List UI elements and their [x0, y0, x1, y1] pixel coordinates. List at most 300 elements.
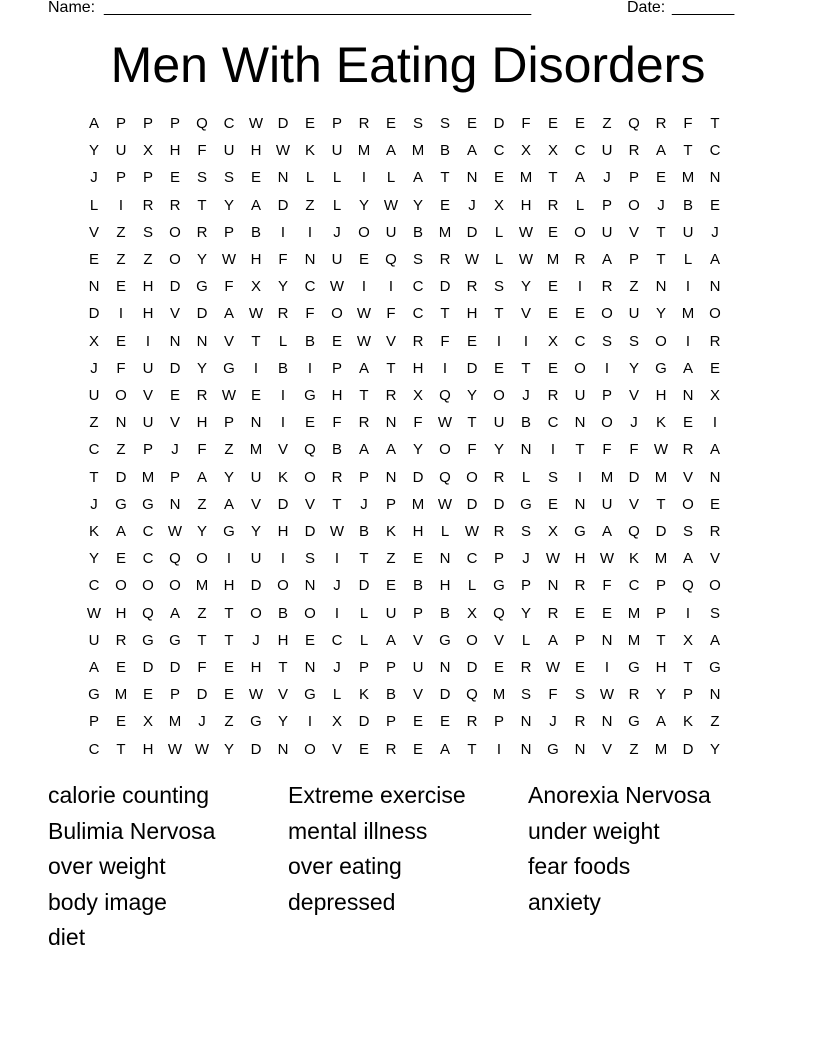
grid-letter: A [412, 169, 423, 187]
grid-letter: Z [224, 713, 234, 731]
grid-letter: U [412, 659, 424, 676]
grid-letter: D [277, 115, 289, 132]
grid-letter: A [601, 251, 612, 268]
grid-letter: G [250, 713, 262, 731]
page-title: Men With Eating Disorders [110, 37, 706, 93]
grid-letter: E [250, 387, 261, 404]
grid-letter: W [545, 550, 561, 568]
grid-letter: K [655, 414, 666, 432]
grid-letter: R [709, 523, 721, 540]
grid-letter: O [601, 305, 613, 323]
word-list-item: under weight [528, 817, 660, 844]
grid-letter: V [628, 223, 639, 241]
grid-letter: C [412, 305, 424, 323]
grid-letter: D [439, 278, 451, 296]
grid-letter: Z [629, 740, 639, 758]
grid-letter: Q [682, 577, 694, 595]
grid-letter: L [278, 332, 288, 350]
grid-letter: T [116, 740, 126, 758]
grid-letter: W [248, 305, 264, 323]
grid-letter: A [358, 359, 369, 377]
grid-letter: R [547, 604, 559, 622]
grid-letter: X [547, 523, 558, 540]
grid-letter: W [599, 686, 615, 704]
grid-letter: W [194, 740, 210, 758]
grid-letter: P [331, 115, 342, 132]
grid-letter: D [250, 740, 262, 758]
grid-letter: T [656, 495, 666, 513]
grid-letter: F [305, 305, 315, 323]
grid-letter: N [547, 577, 559, 595]
grid-letter: L [386, 169, 396, 187]
grid-letter: G [304, 686, 316, 704]
grid-letter: N [574, 414, 586, 432]
grid-letter: F [278, 251, 288, 268]
grid-letter: D [493, 115, 505, 132]
grid-letter: L [521, 468, 531, 486]
grid-letter: G [628, 713, 640, 731]
grid-letter: E [250, 169, 261, 187]
grid-letter: W [248, 686, 264, 704]
grid-letter: M [546, 251, 560, 268]
grid-letter: Y [412, 441, 423, 459]
grid-letter: C [304, 278, 316, 296]
grid-letter: P [682, 686, 693, 704]
grid-letter: C [88, 577, 100, 595]
grid-letter: J [90, 495, 98, 513]
grid-letter: S [682, 523, 693, 540]
grid-letter: W [599, 550, 615, 568]
grid-letter: W [383, 196, 399, 214]
grid-letter: P [169, 686, 180, 704]
grid-letter: N [709, 468, 721, 486]
grid-letter: U [223, 142, 235, 160]
grid-letter: B [277, 359, 288, 377]
grid-letter: F [548, 686, 558, 704]
grid-letter: N [304, 659, 316, 676]
grid-letter: N [277, 740, 289, 758]
grid-letter: H [250, 251, 262, 268]
grid-letter: H [142, 278, 154, 296]
grid-letter: E [358, 251, 369, 268]
grid-letter: H [655, 659, 667, 676]
grid-letter: E [547, 305, 558, 323]
grid-letter: A [223, 495, 234, 513]
grid-letter: S [304, 550, 315, 568]
grid-letter: M [357, 142, 371, 160]
grid-letter: J [333, 577, 341, 595]
grid-letter: M [411, 142, 425, 160]
grid-letter: R [709, 332, 721, 350]
grid-letter: W [464, 251, 480, 268]
grid-letter: D [169, 278, 181, 296]
grid-letter: S [439, 115, 450, 132]
grid-letter: O [304, 740, 316, 758]
grid-letter: W [518, 223, 534, 241]
grid-letter: G [439, 631, 451, 649]
grid-letter: Z [116, 441, 126, 459]
grid-letter: B [250, 223, 261, 241]
grid-letter: H [196, 414, 208, 432]
grid-letter: J [333, 223, 341, 241]
grid-letter: B [682, 196, 693, 214]
grid-letter: P [601, 387, 612, 404]
grid-letter: D [358, 577, 370, 595]
grid-letter: J [630, 414, 638, 432]
grid-letter: I [577, 468, 583, 486]
grid-letter: A [601, 523, 612, 540]
grid-letter: Z [143, 251, 153, 268]
grid-letter: T [683, 659, 693, 676]
grid-letter: J [90, 169, 98, 187]
grid-letter: Y [223, 740, 234, 758]
grid-letter: I [118, 305, 124, 323]
grid-letter: H [520, 196, 532, 214]
grid-letter: L [521, 631, 531, 649]
grid-letter: L [575, 196, 585, 214]
grid-letter: A [385, 142, 396, 160]
grid-letter: Y [628, 359, 639, 377]
grid-letter: I [118, 196, 124, 214]
grid-letter: T [197, 631, 207, 649]
grid-letter: W [653, 441, 669, 459]
grid-letter: O [250, 604, 262, 622]
grid-letter: W [167, 523, 183, 540]
grid-letter: R [412, 332, 424, 350]
grid-letter: N [169, 332, 181, 350]
grid-letter: D [682, 740, 694, 758]
grid-letter: R [682, 441, 694, 459]
word-list-item: Bulimia Nervosa [48, 817, 216, 844]
grid-letter: E [169, 169, 180, 187]
grid-letter: Y [250, 523, 261, 540]
grid-letter: D [196, 686, 208, 704]
grid-letter: M [168, 713, 182, 731]
grid-letter: B [439, 142, 450, 160]
grid-letter: D [439, 686, 451, 704]
grid-letter: M [519, 169, 533, 187]
grid-letter: S [493, 278, 504, 296]
grid-letter: D [466, 223, 478, 241]
grid-letter: N [196, 332, 208, 350]
grid-letter: B [277, 604, 288, 622]
grid-letter: X [709, 387, 720, 404]
grid-letter: K [358, 686, 369, 704]
grid-letter: N [250, 414, 262, 432]
grid-letter: F [224, 278, 234, 296]
word-list-item: Extreme exercise [288, 782, 466, 808]
grid-letter: F [386, 305, 396, 323]
grid-letter: N [277, 169, 289, 187]
grid-letter: Y [709, 740, 720, 758]
grid-letter: N [709, 278, 721, 296]
grid-letter: A [574, 169, 585, 187]
grid-letter: W [329, 523, 345, 540]
grid-letter: L [332, 196, 342, 214]
grid-letter: O [169, 577, 181, 595]
grid-letter: I [442, 359, 448, 377]
grid-letter: O [574, 223, 586, 241]
grid-letter: A [655, 142, 666, 160]
grid-letter: F [629, 441, 639, 459]
grid-letter: T [359, 387, 369, 404]
grid-letter: P [655, 604, 666, 622]
word-list-item: over weight [48, 853, 166, 880]
grid-letter: E [574, 604, 585, 622]
grid-letter: W [464, 523, 480, 540]
grid-letter: E [574, 659, 585, 676]
grid-letter: R [574, 251, 586, 268]
grid-letter: T [440, 169, 450, 187]
grid-letter: H [142, 740, 154, 758]
grid-letter: R [142, 196, 154, 214]
grid-letter: L [494, 223, 504, 241]
grid-letter: C [412, 278, 424, 296]
grid-letter: J [711, 223, 719, 241]
grid-letter: G [547, 740, 559, 758]
grid-letter: X [142, 142, 153, 160]
grid-letter: E [709, 495, 720, 513]
grid-letter: X [250, 278, 261, 296]
grid-letter: J [603, 169, 611, 187]
grid-letter: S [196, 169, 207, 187]
grid-letter: H [142, 305, 154, 323]
grid-letter: S [601, 332, 612, 350]
grid-letter: F [602, 577, 612, 595]
grid-letter: O [601, 414, 613, 432]
grid-letter: D [169, 659, 181, 676]
grid-letter: H [250, 659, 262, 676]
grid-letter: E [304, 631, 315, 649]
grid-letter: N [520, 740, 532, 758]
grid-letter: O [709, 577, 721, 595]
grid-letter: P [412, 604, 423, 622]
grid-letter: P [223, 223, 234, 241]
grid-letter: Y [412, 196, 423, 214]
grid-letter: M [654, 550, 668, 568]
grid-letter: R [196, 387, 208, 404]
word-list-item: fear foods [528, 853, 631, 880]
grid-letter: C [547, 414, 559, 432]
grid-letter: Z [89, 414, 99, 432]
grid-letter: Z [116, 251, 126, 268]
grid-letter: E [385, 577, 396, 595]
grid-letter: A [655, 713, 666, 731]
grid-letter: O [655, 332, 667, 350]
grid-letter: P [628, 169, 639, 187]
grid-letter: E [547, 115, 558, 132]
grid-letter: J [522, 550, 530, 568]
grid-letter: I [604, 659, 610, 676]
grid-letter: O [115, 387, 127, 404]
grid-letter: D [466, 359, 478, 377]
grid-letter: P [385, 659, 396, 676]
header [48, 0, 748, 20]
grid-letter: N [520, 441, 532, 459]
grid-letter: Y [277, 278, 288, 296]
grid-letter: C [493, 142, 505, 160]
grid-letter: O [466, 631, 478, 649]
grid-letter: U [142, 414, 154, 432]
grid-letter: R [358, 414, 370, 432]
grid-letter: U [601, 495, 613, 513]
grid-letter: T [332, 495, 342, 513]
grid-letter: M [654, 468, 668, 486]
grid-letter: D [277, 196, 289, 214]
grid-letter: O [169, 223, 181, 241]
grid-letter: L [440, 523, 450, 540]
grid-letter: J [360, 495, 368, 513]
grid-letter: F [467, 441, 477, 459]
grid-letter: C [574, 332, 586, 350]
grid-letter: I [685, 604, 691, 622]
grid-letter: E [412, 550, 423, 568]
grid-letter: B [439, 604, 450, 622]
grid-letter: H [439, 577, 451, 595]
grid-letter: R [385, 387, 397, 404]
grid-letter: P [358, 468, 369, 486]
grid-letter: K [385, 523, 396, 540]
grid-letter: D [115, 468, 127, 486]
grid-letter: T [251, 332, 261, 350]
grid-letter: D [466, 495, 478, 513]
grid-letter: I [685, 278, 691, 296]
grid-letter: F [197, 142, 207, 160]
grid-letter: O [493, 387, 505, 404]
grid-letter: J [252, 631, 260, 649]
grid-letter: P [385, 713, 396, 731]
grid-letter: P [574, 631, 585, 649]
grid-letter: Y [88, 142, 99, 160]
grid-letter: L [359, 631, 369, 649]
grid-letter: A [169, 604, 180, 622]
grid-letter: X [142, 713, 153, 731]
grid-letter: U [331, 251, 343, 268]
grid-letter: Y [358, 196, 369, 214]
grid-letter: I [685, 332, 691, 350]
grid-letter: O [196, 550, 208, 568]
grid-letter: T [467, 414, 477, 432]
grid-letter: S [412, 115, 423, 132]
grid-letter: R [574, 713, 586, 731]
grid-letter: M [654, 740, 668, 758]
grid-letter: I [145, 332, 151, 350]
grid-letter: G [223, 359, 235, 377]
grid-letter: S [520, 523, 531, 540]
grid-letter: W [86, 604, 102, 622]
word-list-item: body image [48, 888, 167, 915]
grid-letter: O [115, 577, 127, 595]
grid-letter: W [545, 659, 561, 676]
grid-letter: U [601, 142, 613, 160]
grid-letter: D [250, 577, 262, 595]
grid-letter: A [709, 251, 720, 268]
grid-letter: C [88, 740, 100, 758]
grid-letter: B [304, 332, 315, 350]
grid-letter: N [466, 169, 478, 187]
grid-letter: O [682, 495, 694, 513]
grid-letter: V [169, 305, 180, 323]
grid-letter: R [655, 115, 667, 132]
grid-letter: T [683, 142, 693, 160]
grid-letter: I [280, 550, 286, 568]
grid-letter: K [682, 713, 693, 731]
grid-letter: U [574, 387, 586, 404]
grid-letter: T [197, 196, 207, 214]
grid-letter: I [550, 441, 556, 459]
grid-letter: I [334, 604, 340, 622]
grid-letter: N [601, 713, 613, 731]
grid-letter: Z [116, 223, 126, 241]
grid-letter: E [709, 359, 720, 377]
grid-letter: P [628, 251, 639, 268]
grid-letter: K [304, 142, 315, 160]
grid-letter: T [278, 659, 288, 676]
grid-letter: Y [466, 387, 477, 404]
grid-letter: D [304, 523, 316, 540]
grid-letter: I [307, 223, 313, 241]
grid-letter: Z [386, 550, 396, 568]
grid-letter: X [466, 604, 477, 622]
grid-letter: N [439, 550, 451, 568]
grid-letter: W [437, 414, 453, 432]
grid-letter: O [304, 604, 316, 622]
grid-letter: C [574, 142, 586, 160]
grid-letter: Q [196, 115, 208, 132]
grid-letter: K [277, 468, 288, 486]
grid-letter: I [280, 223, 286, 241]
grid-letter: N [385, 414, 397, 432]
grid-letter: S [628, 332, 639, 350]
grid-letter: U [88, 631, 100, 649]
grid-letter: Y [196, 523, 207, 540]
grid-letter: P [358, 659, 369, 676]
grid-letter: E [439, 196, 450, 214]
grid-letter: Q [628, 523, 640, 540]
grid-letter: E [655, 169, 666, 187]
grid-letter: E [115, 713, 126, 731]
grid-letter: B [520, 414, 531, 432]
grid-letter: E [304, 414, 315, 432]
grid-letter: E [223, 686, 234, 704]
grid-letter: O [304, 468, 316, 486]
grid-letter: M [492, 686, 506, 704]
grid-letter: T [656, 223, 666, 241]
grid-letter: X [682, 631, 693, 649]
grid-letter: O [574, 359, 586, 377]
grid-letter: P [169, 468, 180, 486]
grid-letter: R [115, 631, 127, 649]
grid-letter: V [331, 740, 342, 758]
grid-letter: H [574, 550, 586, 568]
grid-letter: A [385, 441, 396, 459]
grid-letter: E [574, 305, 585, 323]
grid-letter: V [385, 332, 396, 350]
grid-letter: T [710, 115, 720, 132]
grid-letter: H [169, 142, 181, 160]
grid-letter: S [709, 604, 720, 622]
grid-letter: R [601, 278, 613, 296]
grid-letter: V [304, 495, 315, 513]
grid-letter: E [223, 659, 234, 676]
grid-letter: I [496, 740, 502, 758]
grid-letter: E [412, 740, 423, 758]
grid-letter: Y [520, 278, 531, 296]
grid-letter: W [518, 251, 534, 268]
grid-letter: E [142, 686, 153, 704]
grid-letter: M [438, 223, 452, 241]
grid-letter: A [358, 441, 369, 459]
